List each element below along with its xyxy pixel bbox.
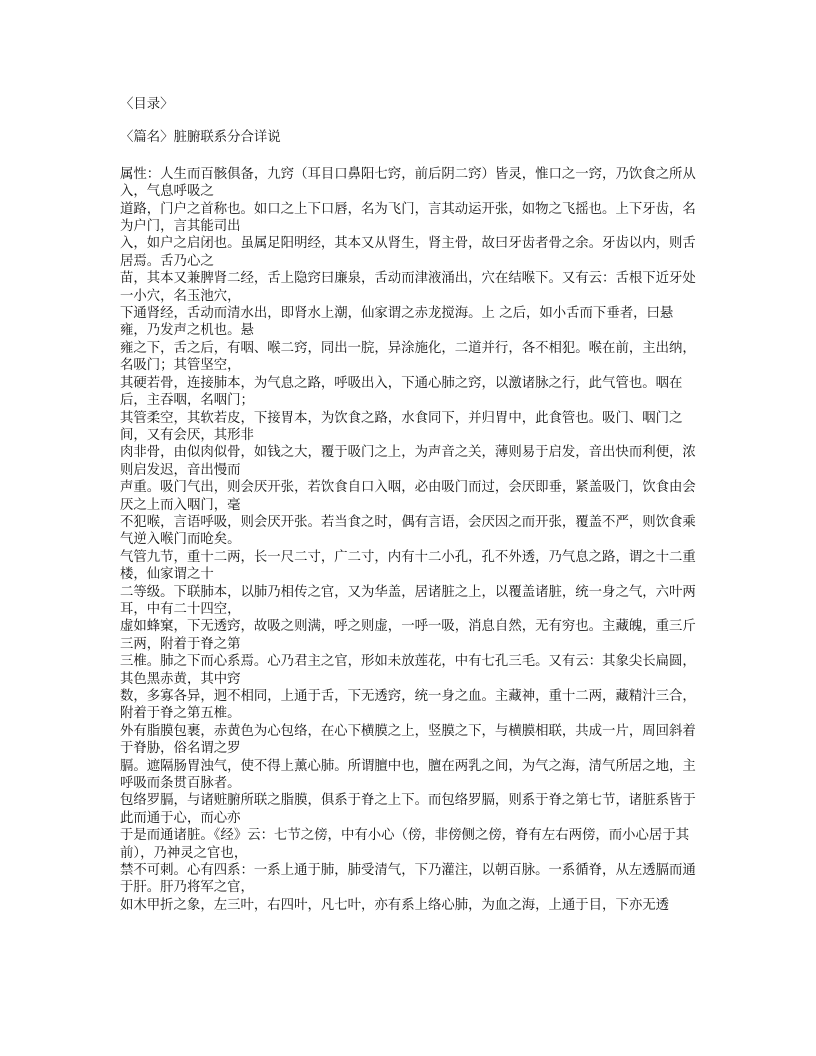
body-line: 下通肾经，舌动而清水出，即肾水上潮，仙家谓之赤龙搅海。上 之后，如小舌而下垂者，曰悬雍，乃发声之机也。悬: [120, 306, 674, 339]
body-line: 声重。吸门气出，则会厌开张，若饮食自口入咽，必由吸门而过，会厌即垂，紧盖吸门，饮食由会厌之上而入咽门，毫: [120, 480, 696, 513]
body-line: 气管九节，重十二两，长一尺二寸，广二寸，内有十二小孔，孔不外透，乃气息之路，谓之十二重楼，仙家谓之十: [120, 549, 696, 583]
document-page: [120, 96, 696, 914]
body-line: 雍之下，舌之后，有咽、喉二窍，同出一脘，异涂施化，二道并行，各不相犯。喉在前，主出纳，名吸门；其管坚空，: [120, 340, 696, 374]
body-line: 入，如户之启闭也。虽属足阳明经，其本又从肾生，肾主骨，故曰牙齿者骨之余。牙齿以内，则舌居焉。舌乃心之: [120, 236, 696, 269]
body-line: 二等级。下联肺本，以肺乃相传之官，又为华盖，居诸脏之上，以覆盖诸脏，统一身之气，六叶两耳，中有二十四空，: [120, 584, 696, 617]
body-line: 包络罗膈，与诸赃腑所联之脂膜，俱系于脊之上下。而包络罗膈，则系于脊之第七节，诸脏系皆于此而通于心，而心亦: [120, 793, 696, 826]
body-line: 肉非骨，由似肉似骨，如钱之大，覆于吸门之上，为声音之关，薄则易于启发，音出快而利便，浓则启发迟，音出慢而: [120, 445, 696, 478]
body-line: 属性：人生而百骸俱备，九窍（耳目口鼻阳七窍，前后阴二窍）皆灵，惟口之一窍，乃饮食之所从入，气息呼吸之: [120, 166, 696, 200]
body-line: 不犯喉，言语呼吸，则会厌开张。若当食之时，偶有言语，会厌因之而开张，覆盖不严，则饮食乘气逆入喉门而呛矣。: [120, 514, 696, 548]
body-line: 数，多寡各异，迥不相同，上通于舌，下无透窍，统一身之血。主藏神，重十二两，藏精汁三合，附着于脊之第五椎。: [120, 689, 696, 722]
article-title: 〈篇名〉脏腑联系分合详说: [120, 130, 281, 146]
body-line: 道路，门户之首称也。如口之上下口唇，名为飞门，言其动运开张，如物之飞摇也。上下牙齿，名为户门，言其能司出: [120, 201, 696, 235]
body-line: 外有脂膜包裹，赤黄色为心包络，在心下横膜之上，竖膜之下，与横膜相联，共成一片，周回斜着于脊胁，俗名谓之罗: [120, 723, 696, 757]
body-line: 于是而通诸脏。《经》云：七节之傍，中有小心（傍，非傍侧之傍，脊有左右两傍，而小心居于其前），乃神灵之官也，: [120, 828, 690, 861]
body-line: 如木甲折之象，左三叶，右四叶，凡七叶，亦有系上络心肺，为血之海，上通于目，下亦无透: [120, 897, 670, 913]
body-line: 其管柔空，其软若皮，下接胃本，为饮食之路，水食同下，并归胃中，此食管也。吸门、咽门之间，又有会厌，其形非: [120, 410, 683, 443]
body-line: 三椎。肺之下而心系焉。心乃君主之官，形如未放莲花，中有七孔三毛。又有云：其象尖长扁圆，其色黑赤黄，其中窍: [120, 654, 696, 687]
article-body: [120, 166, 696, 914]
body-line: 膈。遮隔肠胃浊气，使不得上薰心肺。所谓膻中也，膻在两乳之间，为气之海，清气所居之地，主呼吸而条贯百脉者。: [120, 758, 696, 792]
toc-label: 〈目录〉: [120, 97, 174, 112]
body-line: 苗，其本又兼脾肾二经，舌上隐窍曰廉泉，舌动而津液涌出，穴在结喉下。又有云：舌根下近牙处一小穴，名玉池穴，: [120, 271, 696, 304]
body-line: 禁不可刺。心有四系：一系上通于肺，肺受清气，下乃灌注，以朝百脉。一系循脊，从左透膈而通于肝。肝乃将军之官，: [120, 863, 696, 896]
body-line: 其硬若骨，连接肺本，为气息之路，呼吸出入，下通心肺之窍，以激诸脉之行，此气管也。咽在后，主吞咽，名咽门；: [120, 375, 683, 409]
body-line: 虚如蜂窠，下无透窍，故吸之则满，呼之则虚，一呼一吸，消息自然，无有穷也。主藏魄，重三斤三两，附着于脊之第: [120, 619, 696, 652]
